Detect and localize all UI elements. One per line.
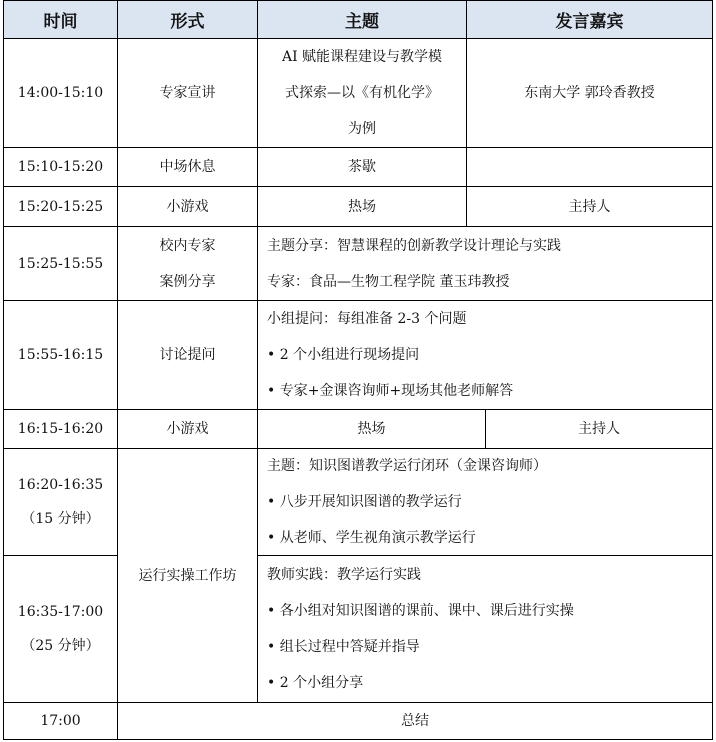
table-rule	[3, 147, 713, 148]
row5-time: 15:55-16:15	[17, 347, 104, 363]
table-rule	[3, 409, 713, 410]
row1-topic-line: 式探索—以《有机化学》	[285, 85, 439, 101]
row6-time: 16:15-16:20	[17, 421, 104, 437]
row1-topic-line: 为例	[348, 121, 376, 137]
table-rule	[3, 448, 713, 449]
table-border-right	[712, 0, 713, 740]
row5-line: • 2 个小组进行现场提问	[267, 347, 420, 363]
row4-format-line: 案例分享	[159, 273, 216, 290]
row8-line: • 2 个小组分享	[267, 675, 364, 691]
row8-time-line: （25 分钟）	[21, 638, 100, 654]
header-topic: 主题	[258, 0, 466, 38]
row1-speaker: 东南大学 郭玲香教授	[524, 85, 655, 101]
row1-topic-line: AI 赋能课程建设与教学模	[281, 49, 443, 65]
table-border-bottom	[3, 739, 713, 740]
row1-time: 14:00-15:10	[17, 85, 104, 101]
row5-content	[258, 301, 712, 409]
row1-format: 专家宣讲	[159, 85, 216, 101]
row5-line: • 专家+金课咨询师+现场其他老师解答	[267, 383, 514, 399]
row7-line: • 从老师、学生视角演示教学运行	[267, 530, 476, 546]
row7-time-line: （15 分钟）	[21, 511, 100, 527]
row6-topic: 热场	[357, 421, 386, 437]
table-col-rule	[466, 0, 467, 227]
row4-line: 专家：食品—生物工程学院 董玉玮教授	[267, 273, 510, 290]
row2-format: 中场休息	[159, 159, 216, 175]
row7-time-line: 16:20-16:35	[17, 477, 104, 493]
row8-line: • 组长过程中答疑并指导	[267, 639, 420, 655]
row4-format-line: 校内专家	[159, 237, 216, 254]
row4-time: 15:25-15:55	[17, 255, 104, 272]
row4-line: 主题分享：智慧课程的创新教学设计理论与实践	[267, 237, 561, 254]
row8-content	[258, 556, 712, 702]
table-rule	[257, 555, 713, 556]
row1-topic	[258, 39, 466, 147]
row3-time: 15:20-15:25	[17, 198, 104, 215]
row2-topic: 茶歇	[348, 159, 376, 175]
table-rule	[3, 555, 118, 556]
table-border-left	[3, 0, 4, 740]
table-col-rule	[117, 0, 118, 740]
row2-speaker	[467, 148, 712, 186]
row7-line: • 八步开展知识图谱的教学运行	[267, 494, 462, 510]
header-speaker: 发言嘉宾	[467, 0, 712, 38]
table-rule	[3, 226, 713, 227]
table-border-top	[3, 0, 713, 1]
row2-time: 15:10-15:20	[17, 159, 104, 175]
row6-speaker: 主持人	[578, 421, 620, 437]
workshop-format: 运行实操工作坊	[138, 567, 237, 584]
table-rule	[3, 702, 713, 703]
table-rule	[3, 38, 713, 39]
row9-time: 17:00	[40, 713, 81, 729]
table-rule	[3, 186, 713, 187]
row8-time-line: 16:35-17:00	[17, 604, 104, 620]
row5-line: 小组提问：每组准备 2-3 个问题	[267, 311, 467, 327]
table-rule	[3, 300, 713, 301]
row7-content	[258, 449, 712, 555]
row8-time	[4, 556, 117, 702]
row7-line: 主题：知识图谱教学运行闭环（金课咨询师）	[267, 458, 547, 474]
header-format: 形式	[118, 0, 257, 38]
row3-speaker: 主持人	[568, 198, 611, 215]
row5-format: 讨论提问	[159, 347, 216, 363]
row4-format	[118, 227, 257, 300]
table-col-rule	[485, 409, 486, 449]
header-time: 时间	[4, 0, 117, 38]
row7-time	[4, 449, 117, 555]
row4-content	[258, 227, 712, 300]
row8-line: 教师实践：教学运行实践	[267, 567, 421, 583]
row8-line: • 各小组对知识图谱的课前、课中、课后进行实操	[267, 603, 574, 619]
row3-topic: 热场	[348, 198, 376, 215]
row6-format: 小游戏	[166, 421, 209, 437]
table-col-rule	[257, 0, 258, 703]
row9-summary: 总结	[401, 713, 429, 729]
row3-format: 小游戏	[166, 198, 209, 215]
